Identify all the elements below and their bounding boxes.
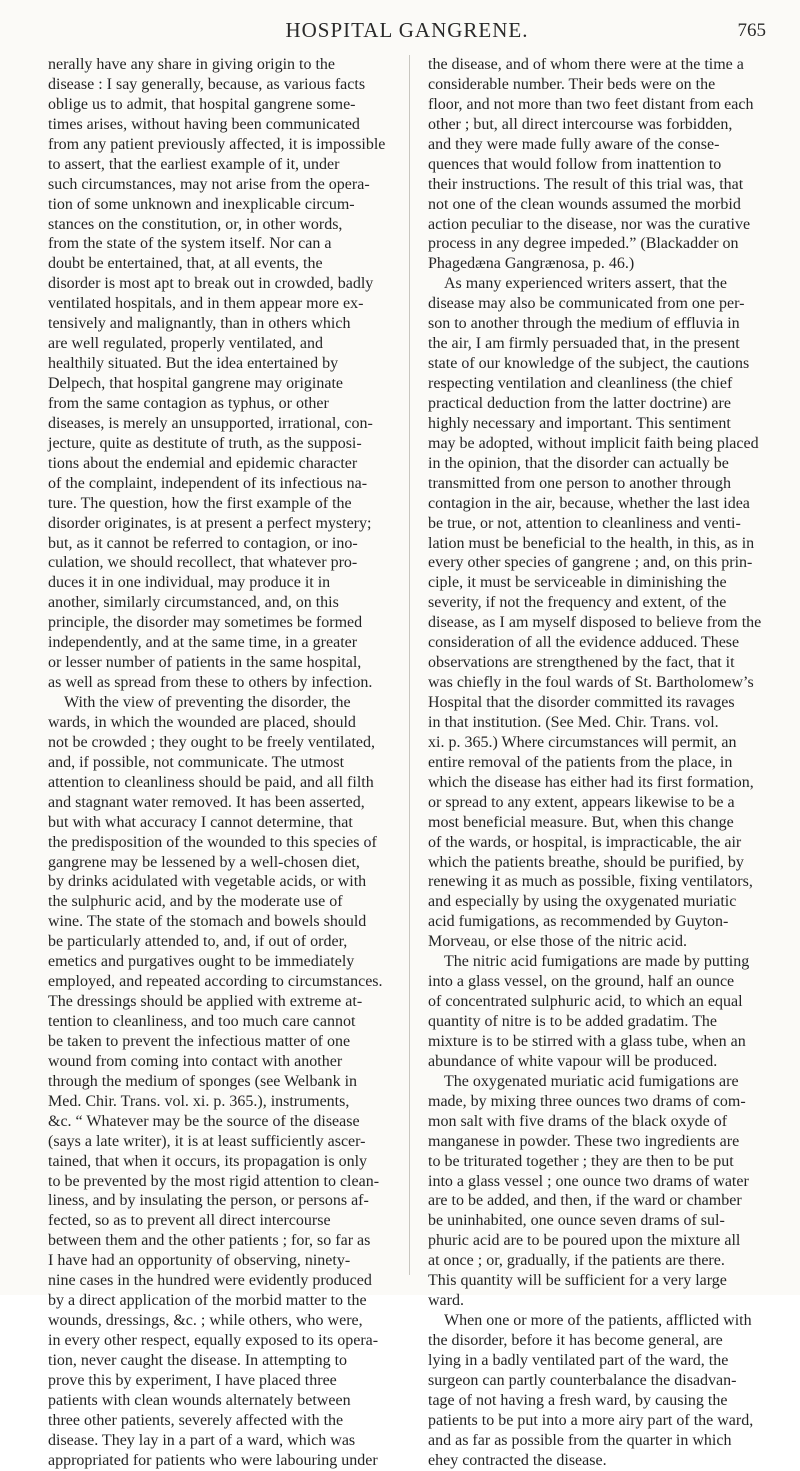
text-line: and as far as possible from the quarter in which <box>428 1431 732 1449</box>
text-line: ehey contracted the disease. <box>428 1451 607 1469</box>
text-line: principle, the disorder may sometimes be formed <box>48 614 363 632</box>
right-column <box>428 55 773 1469</box>
text-line: be true, or not, attention to cleanliness and venti- <box>428 514 741 532</box>
page-number: 765 <box>737 20 766 41</box>
text-line: be particularly attended to, and, if out of order, <box>48 933 348 951</box>
text-line: renewing it as much as possible, fixing ventilators, <box>428 873 753 891</box>
text-line: consideration of all the evidence adduced. These <box>428 634 740 652</box>
text-line: the sulphuric acid, and by the moderate use of <box>48 893 343 911</box>
text-line: emetics and purgatives ought to be immediately <box>48 953 355 971</box>
text-line: prove this by experiment, I have placed three <box>48 1371 337 1389</box>
text-line: disease, as I am myself disposed to believe from the <box>428 614 762 632</box>
running-title: HOSPITAL GANGRENE. <box>285 18 529 42</box>
text-line: may be adopted, without implicit faith being placed <box>428 434 759 452</box>
text-line: which the patients breathe, should be purified, by <box>428 853 744 871</box>
text-line: in every other respect, equally exposed to its opera- <box>48 1332 379 1349</box>
text-line: The oxygenated muriatic acid fumigations are <box>444 1072 739 1090</box>
text-line: patients to be put into a more airy part of the ward, <box>428 1411 754 1429</box>
text-line: diseases, is merely an unsupported, irrational, con- <box>48 414 373 432</box>
text-columns <box>48 55 768 1469</box>
text-line: highly necessary and important. This sentiment <box>428 414 731 432</box>
text-line: mixture is to be stirred with a glass tube, when an <box>428 1032 746 1050</box>
text-line: the predisposition of the wounded to this species of <box>48 833 377 851</box>
text-line: liness, and by insulating the person, or persons af- <box>48 1192 369 1210</box>
text-line: As many experienced writers assert, that the <box>444 275 728 293</box>
text-line: tained, that when it occurs, its propagation is only <box>48 1152 368 1170</box>
text-line: to be prevented by the most rigid attention to clean- <box>48 1172 380 1190</box>
text-line: to be triturated together ; they are then to be put <box>428 1152 734 1170</box>
text-line: wine. The state of the stomach and bowels should <box>48 913 367 931</box>
text-line: wound from coming into contact with another <box>48 1052 343 1070</box>
text-line: doubt be entertained, that, at all events, the <box>48 255 323 273</box>
text-line: by drinks acidulated with vegetable acids, or with <box>48 873 367 891</box>
text-line: mon salt with five drams of the black oxyde of <box>428 1112 728 1130</box>
text-line: lation must be beneficial to the health, in this, as in <box>428 534 755 552</box>
text-line: such circumstances, may not arise from the opera- <box>48 175 370 193</box>
text-line: between them and the other patients ; for, so far as <box>48 1232 371 1250</box>
text-line: This quantity will be sufficient for a very large <box>428 1272 727 1290</box>
text-line: culation, we should recollect, that whatever pro- <box>48 554 358 572</box>
text-line: another, similarly circumstanced, and, on this <box>48 594 339 612</box>
text-line: With the view of preventing the disorder, the <box>64 694 351 711</box>
text-line: which the disease has either had its first formation, <box>428 773 754 791</box>
text-line: into a glass vessel ; one ounce two drams of water <box>428 1172 749 1190</box>
text-line: oblige us to admit, that hospital gangrene some- <box>48 95 356 113</box>
text-line: employed, and repeated according to circumstances. <box>48 973 383 991</box>
text-line: observations are strengthened by the fact, that it <box>428 654 735 672</box>
text-line: I have had an opportunity of observing, ninety- <box>48 1252 351 1270</box>
text-line: entire removal of the patients from the place, in <box>428 753 733 771</box>
text-line: ciple, it must be serviceable in diminishing the <box>428 574 727 592</box>
text-line: &c. “ Whatever may be the source of the disease <box>48 1112 360 1130</box>
text-line: floor, and not more than two feet distant from each <box>428 95 754 113</box>
text-line: from the state of the system itself. Nor can a <box>48 235 332 253</box>
text-line: son to another through the medium of effluvia in <box>428 315 740 333</box>
text-line: attention to cleanliness should be paid, and all filth <box>48 773 374 791</box>
text-line: disease may also be communicated from one per- <box>428 295 745 313</box>
text-line: quences that would follow from inattention to <box>428 155 722 173</box>
text-line: gangrene may be lessened by a well-chosen diet, <box>48 853 360 871</box>
text-line: into a glass vessel, on the ground, half an ounce <box>428 973 735 991</box>
text-line: acid fumigations, as recommended by Guyton- <box>428 913 729 931</box>
text-line: (says a late writer), it is at least sufficiently ascer- <box>48 1132 366 1150</box>
text-line: the disorder, before it has become general, are <box>428 1332 723 1349</box>
text-line: but, as it cannot be referred to contagion, or ino- <box>48 534 358 552</box>
text-line: their instructions. The result of this trial was, that <box>428 175 744 193</box>
text-line: disorder originates, is at present a perfect mystery; <box>48 514 372 532</box>
text-line: not be crowded ; they ought to be freely ventilated, <box>48 733 376 751</box>
text-line: ventilated hospitals, and in them appear more ex- <box>48 295 364 313</box>
text-line: contagion in the air, because, whether the last idea <box>428 494 750 512</box>
text-line: or lesser number of patients in the same hospital, <box>48 654 362 672</box>
text-line: times arises, without having been communicated <box>48 115 360 133</box>
text-line: xi. p. 365.) Where circumstances will permit, an <box>428 733 737 751</box>
text-line: tions about the endemial and epidemic character <box>48 454 358 472</box>
text-line: at once ; or, gradually, if the patients are there. <box>428 1252 725 1270</box>
text-line: state of our knowledge of the subject, the cautions <box>428 355 750 373</box>
text-line: Hospital that the disorder committed its ravages <box>428 694 735 711</box>
text-line: every other species of gangrene ; and, on this prin- <box>428 554 753 572</box>
text-line: action peculiar to the disease, nor was the curative <box>428 215 751 233</box>
text-line: and stagnant water removed. It has been asserted, <box>48 793 365 811</box>
text-line: made, by mixing three ounces two drams of com- <box>428 1092 746 1110</box>
text-line: ward. <box>428 1292 464 1310</box>
text-line: the disease, and of whom there were at the time a <box>428 56 744 73</box>
text-line: healthily situated. But the idea entertained by <box>48 355 339 373</box>
text-line: Phagedæna Gangrænosa, p. 46.) <box>428 255 635 273</box>
text-line: of concentrated sulphuric acid, to which an equal <box>428 993 743 1011</box>
text-line: and, if possible, not communicate. The utmost <box>48 753 345 771</box>
text-line: other ; but, all direct intercourse was forbidden, <box>428 115 733 133</box>
text-line: or spread to any extent, appears likewise to be a <box>428 793 735 811</box>
text-line: independently, and at the same time, in a greater <box>48 634 358 652</box>
text-line: and they were made fully aware of the conse- <box>428 135 720 153</box>
text-line: and especially by using the oxygenated muriatic <box>428 893 737 911</box>
text-line: tage of not having a fresh ward, by causing the <box>428 1391 728 1409</box>
text-line: not one of the clean wounds assumed the morbid <box>428 195 741 213</box>
column-divider <box>409 55 410 1275</box>
text-line: The dressings should be applied with extreme at- <box>48 993 363 1011</box>
text-line: the air, I am firmly persuaded that, in the present <box>428 335 740 353</box>
text-line: severity, if not the frequency and extent, of the <box>428 594 727 612</box>
left-column <box>48 55 393 1469</box>
text-line: wards, in which the wounded are placed, should <box>48 713 356 731</box>
text-line: manganese in powder. These two ingredients are <box>428 1132 740 1150</box>
text-line: are well regulated, properly ventilated, and <box>48 335 323 353</box>
text-line: from the same contagion as typhus, or other <box>48 394 329 412</box>
text-line: duces it in one individual, may produce it in <box>48 574 331 592</box>
text-line: surgeon can partly counterbalance the disadvan- <box>428 1371 737 1389</box>
text-line: be taken to prevent the infectious matter of one <box>48 1032 351 1050</box>
text-line: transmitted from one person to another through <box>428 474 732 492</box>
text-line: The nitric acid fumigations are made by putting <box>444 953 750 971</box>
text-line: tensively and malignantly, than in others which <box>48 315 351 333</box>
text-line: quantity of nitre is to be added gradatim. The <box>428 1013 717 1030</box>
text-line: nerally have any share in giving origin to the <box>48 56 336 73</box>
text-line: tion, never caught the disease. In attempting to <box>48 1351 348 1369</box>
text-line: in that institution. (See Med. Chir. Trans. vol. <box>428 713 719 731</box>
text-line: of the complaint, independent of its infectious na- <box>48 474 368 492</box>
text-line: most beneficial measure. But, when this change <box>428 813 734 831</box>
text-line: When one or more of the patients, afflicted with <box>444 1312 752 1330</box>
text-line: three other patients, severely affected with the <box>48 1411 344 1429</box>
text-line: was chiefly in the foul wards of St. Bartholomew’s <box>428 674 754 692</box>
text-line: as well as spread from these to others by infection. <box>48 674 373 692</box>
text-line: disease : I say generally, because, as various facts <box>48 75 366 93</box>
text-line: considerable number. Their beds were on the <box>428 75 716 93</box>
text-line: tention to cleanliness, and too much care cannot <box>48 1013 356 1030</box>
text-line: be uninhabited, one ounce seven drams of sul- <box>428 1212 725 1230</box>
text-line: to assert, that the earliest example of it, under <box>48 155 340 173</box>
text-line: Med. Chir. Trans. vol. xi. p. 365.), instruments, <box>48 1092 350 1110</box>
text-line: from any patient previously affected, it is impossible <box>48 135 386 153</box>
text-line: process in any degree impeded.” (Blackadder on <box>428 235 739 253</box>
text-line: by a direct application of the morbid matter to the <box>48 1292 367 1310</box>
text-line: jecture, quite as destitute of truth, as the supposi- <box>48 434 362 452</box>
text-line: Delpech, that hospital gangrene may originate <box>48 375 344 392</box>
text-line: in the opinion, that the disorder can actually be <box>428 454 729 472</box>
text-line: fected, so as to prevent all direct intercourse <box>48 1212 331 1230</box>
text-line: Morveau, or else those of the nitric acid. <box>428 933 688 951</box>
text-line: through the medium of sponges (see Welbank in <box>48 1072 358 1090</box>
text-line: patients with clean wounds alternately between <box>48 1391 351 1409</box>
text-line: appropriated for patients who were labouring under <box>48 1451 378 1469</box>
text-line: stances on the constitution, or, in other words, <box>48 215 343 233</box>
text-line: respecting ventilation and cleanliness (the chief <box>428 375 733 392</box>
text-line: ture. The question, how the first example of the <box>48 494 352 512</box>
text-line: nine cases in the hundred were evidently produced <box>48 1272 372 1290</box>
text-line: phuric acid are to be poured upon the mixture all <box>428 1232 741 1250</box>
text-line: tion of some unknown and inexplicable circum- <box>48 195 355 213</box>
text-line: but with what accuracy I cannot determine, that <box>48 813 353 831</box>
text-line: of the wards, or hospital, is impracticable, the air <box>428 833 742 851</box>
text-line: are to be added, and then, if the ward or chamber <box>428 1192 742 1210</box>
text-line: disorder is most apt to break out in crowded, badly <box>48 275 374 293</box>
text-line: abundance of white vapour will be produced. <box>428 1052 718 1070</box>
text-line: lying in a badly ventilated part of the ward, the <box>428 1351 729 1369</box>
text-line: practical deduction from the latter doctrine) are <box>428 394 731 412</box>
text-line: wounds, dressings, &c. ; while others, who were, <box>48 1312 363 1330</box>
page-header <box>48 18 766 48</box>
text-line: disease. They lay in a part of a ward, which was <box>48 1431 356 1449</box>
